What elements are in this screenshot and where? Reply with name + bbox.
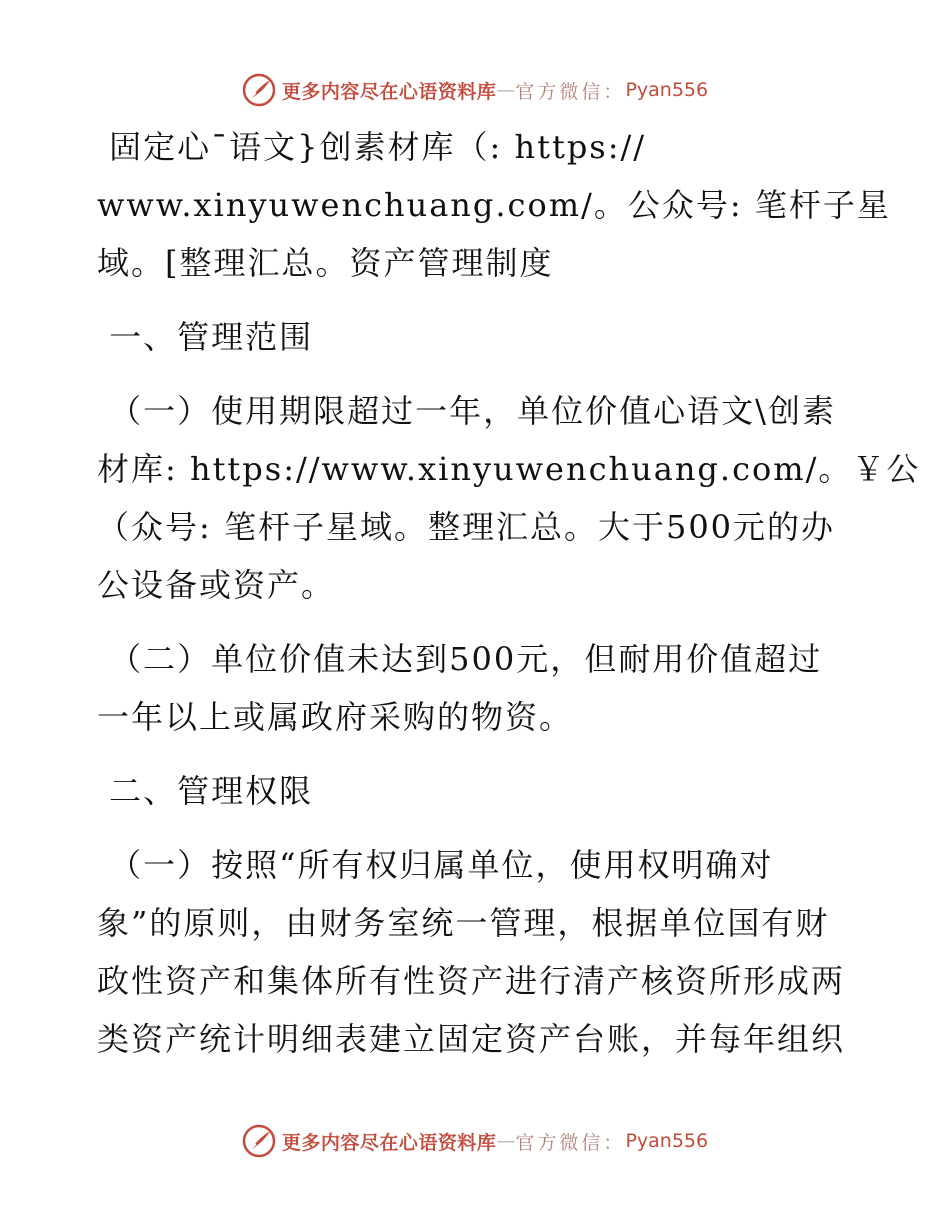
doc-line: 域。[整理汇总。资产管理制度 <box>97 244 554 282</box>
watermark-separator: — <box>496 1130 516 1152</box>
doc-line: （众号: 笔杆子星域。整理汇总。大于500元的办 <box>97 508 836 546</box>
feather-pen-logo-icon <box>242 1124 276 1158</box>
doc-line: 公设备或资产。 <box>97 566 336 604</box>
doc-line: www.xinyuwenchuang.com/。公众号: 笔杆子星 <box>97 186 891 224</box>
watermark-wechat-id: Pyan556 <box>625 79 709 101</box>
watermark-wechat-id: Pyan556 <box>625 1130 709 1152</box>
watermark-label: 官方微信： <box>515 1131 626 1154</box>
section-heading: 一、管理范围 <box>97 318 314 356</box>
doc-line: 类资产统计明细表建立固定资产台账，并每年组织 <box>97 1020 846 1058</box>
doc-line: 一年以上或属政府采购的物资。 <box>97 698 574 736</box>
watermark-site-text: 更多内容尽在心语资料库 <box>281 80 497 103</box>
doc-line: 政性资产和集体所有性资产进行清产核资所形成两 <box>97 962 846 1000</box>
document-body <box>97 118 921 1068</box>
watermark-site-text: 更多内容尽在心语资料库 <box>281 1131 497 1154</box>
doc-line: （一）使用期限超过一年，单位价值心语文\创素 <box>97 392 836 430</box>
section-heading: 二、管理权限 <box>97 772 314 810</box>
doc-line: 固定心¯语文}创素材库（: https:// <box>97 128 647 166</box>
doc-line: 材库: https://www.xinyuwenchuang.com/。￥公 <box>97 450 921 488</box>
doc-line: 象”的原则，由财务室统一管理，根据单位国有财 <box>97 904 830 942</box>
header-watermark <box>0 70 950 110</box>
footer-watermark <box>0 1121 950 1161</box>
watermark-label: 官方微信： <box>515 80 626 103</box>
doc-line: （二）单位价值未达到500元，但耐用价值超过 <box>97 640 823 678</box>
watermark-separator: — <box>496 79 516 101</box>
doc-line: （一）按照“所有权归属单位，使用权明确对 <box>97 846 774 884</box>
feather-pen-logo-icon <box>242 73 276 107</box>
